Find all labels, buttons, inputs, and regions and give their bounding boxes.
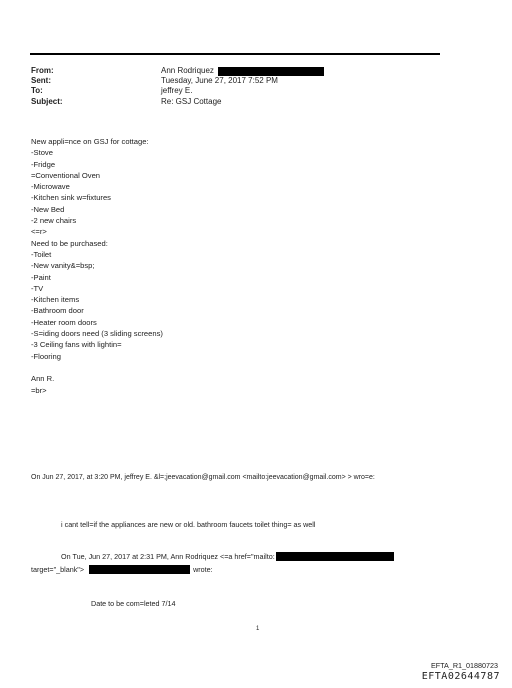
body-line: -S=iding doors need (3 sliding screens) — [31, 329, 163, 339]
body-line: -Kitchen sink w=fixtures — [31, 193, 111, 203]
email-header — [31, 66, 324, 107]
sent-row — [31, 76, 324, 86]
body-line: -TV — [31, 283, 44, 293]
redaction-box — [276, 552, 394, 561]
quoted-header-jeffrey: On Jun 27, 2017, at 3:20 PM, jeffrey E. &l=;jeevacation@gmail.com <mailto:jeevacation@gmail.com> > wro=e: — [31, 474, 375, 481]
quoted-reply-text: i cant tell=if the appliances are new or old. bathroom faucets toilet thing= as well — [61, 520, 316, 529]
body-line: -Kitchen items — [31, 295, 80, 305]
body-line: Need to be purchased: — [31, 238, 108, 248]
to-value: jeffrey E. — [161, 86, 193, 96]
subject-label: Subject: — [31, 96, 63, 106]
page-number: 1 — [256, 626, 260, 632]
quoted-header-ann-text: On Tue, Jun 27, 2017 at 2:31 PM, Ann Rodriquez <=a href="mailto: — [61, 552, 275, 561]
subject-value: Re: GSJ Cottage — [161, 96, 222, 106]
quoted-date-line: Date to be com=leted 7/14 — [91, 599, 176, 608]
quoted-header-ann — [61, 552, 394, 561]
email-body — [31, 136, 163, 396]
redaction-box — [218, 67, 324, 76]
body-line: =br> — [31, 385, 47, 395]
body-line: -Flooring — [31, 351, 61, 361]
header-divider — [30, 53, 440, 55]
body-line: -Microwave — [31, 182, 70, 192]
body-line: <=r> — [31, 227, 47, 237]
body-line: -Stove — [31, 148, 53, 158]
from-value — [161, 66, 324, 76]
body-line: =Conventional Oven — [31, 170, 101, 180]
from-row — [31, 66, 324, 76]
from-name: Ann Rodriquez — [161, 66, 214, 75]
quoted-target-line — [31, 565, 213, 574]
body-line: -New Bed — [31, 204, 65, 214]
bates-number-1: EFTA_R1_01880723 — [431, 661, 498, 670]
from-label: From: — [31, 66, 54, 75]
bates-number-2: EFTA02644787 — [421, 671, 500, 682]
body-line: New appli=nce on GSJ for cottage: — [31, 137, 149, 146]
to-label: To: — [31, 86, 43, 96]
to-row — [31, 86, 324, 96]
subject-row — [31, 97, 324, 107]
wrote-text: wrote: — [193, 565, 213, 574]
body-line: -Fridge — [31, 159, 56, 169]
body-line: -Heater room doors — [31, 317, 97, 327]
body-line — [31, 362, 163, 373]
body-line: -Bathroom door — [31, 306, 84, 316]
body-line: -New vanity&=bsp; — [31, 261, 95, 271]
body-line: -Paint — [31, 272, 51, 282]
body-line: -3 Ceiling fans with lightin= — [31, 340, 122, 350]
sent-value: Tuesday, June 27, 2017 7:52 PM — [161, 76, 278, 86]
body-line: -2 new chairs — [31, 216, 77, 226]
body-line: Ann R. — [31, 374, 55, 384]
body-line: -Toilet — [31, 249, 52, 259]
sent-label: Sent: — [31, 76, 51, 86]
redaction-box — [89, 565, 190, 574]
target-text: target="_blank"> — [31, 565, 85, 574]
